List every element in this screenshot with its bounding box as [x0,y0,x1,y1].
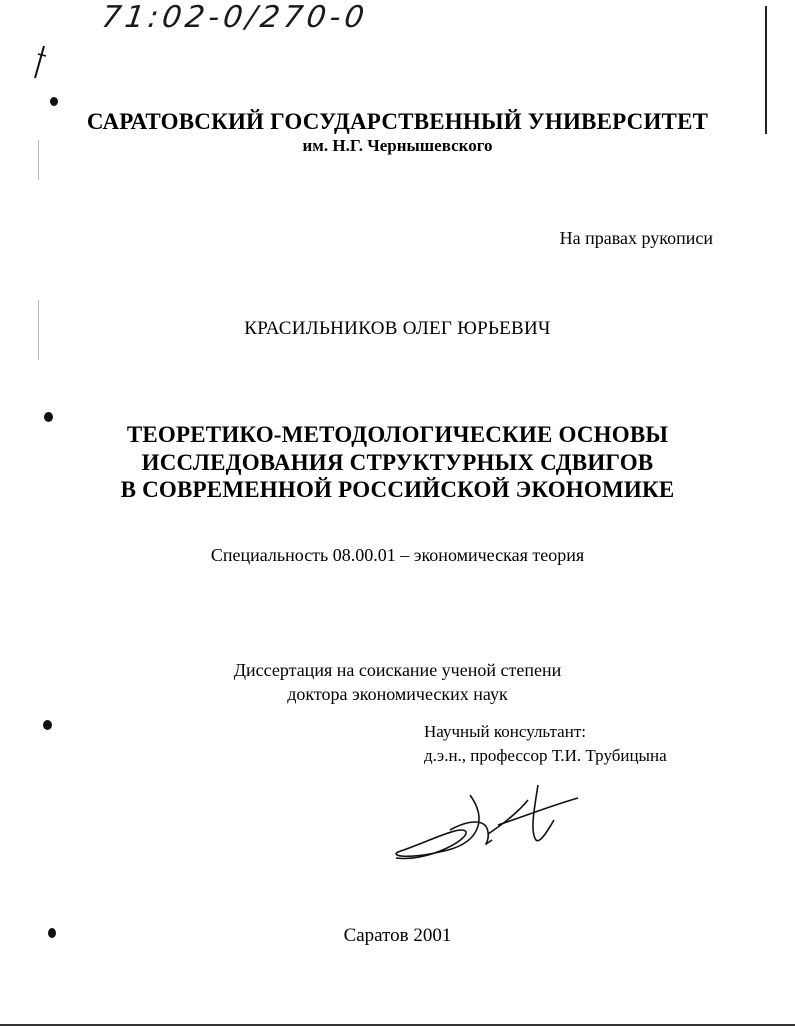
university-named-after: им. Н.Г. Чернышевского [302,136,493,155]
advisor-label: Научный консультант: [424,722,586,741]
binding-hole-mark [44,412,53,422]
manuscript-note: На правах рукописи [559,228,713,248]
signature [388,770,588,870]
binding-hole-mark [43,720,52,730]
binding-hole-mark [50,97,58,106]
title-line-2: ИССЛЕДОВАНИЯ СТРУКТУРНЫХ СДВИГОВ [141,450,654,475]
author-name: КРАСИЛЬНИКОВ ОЛЕГ ЮРЬЕВИЧ [244,318,551,339]
dissertation-line-1: Диссертация на соискание ученой степени [233,660,562,680]
city-year: Саратов 2001 [343,925,452,946]
specialty-line: Специальность 08.00.01 – экономическая теория [210,545,585,565]
dissertation-line-2: доктора экономических наук [287,684,508,704]
university-name: САРАТОВСКИЙ ГОСУДАРСТВЕННЫЙ УНИВЕРСИТЕТ [86,109,709,134]
title-line-3: В СОВРЕМЕННОЙ РОССИЙСКОЙ ЭКОНОМИКЕ [120,477,675,502]
title-line-1: ТЕОРЕТИКО-МЕТОДОЛОГИЧЕСКИЕ ОСНОВЫ [126,422,669,447]
margin-slash-mark [30,44,50,80]
archive-number: 71:02-0/270-0 [99,0,371,35]
advisor-name: д.э.н., профессор Т.И. Трубицына [424,746,667,765]
